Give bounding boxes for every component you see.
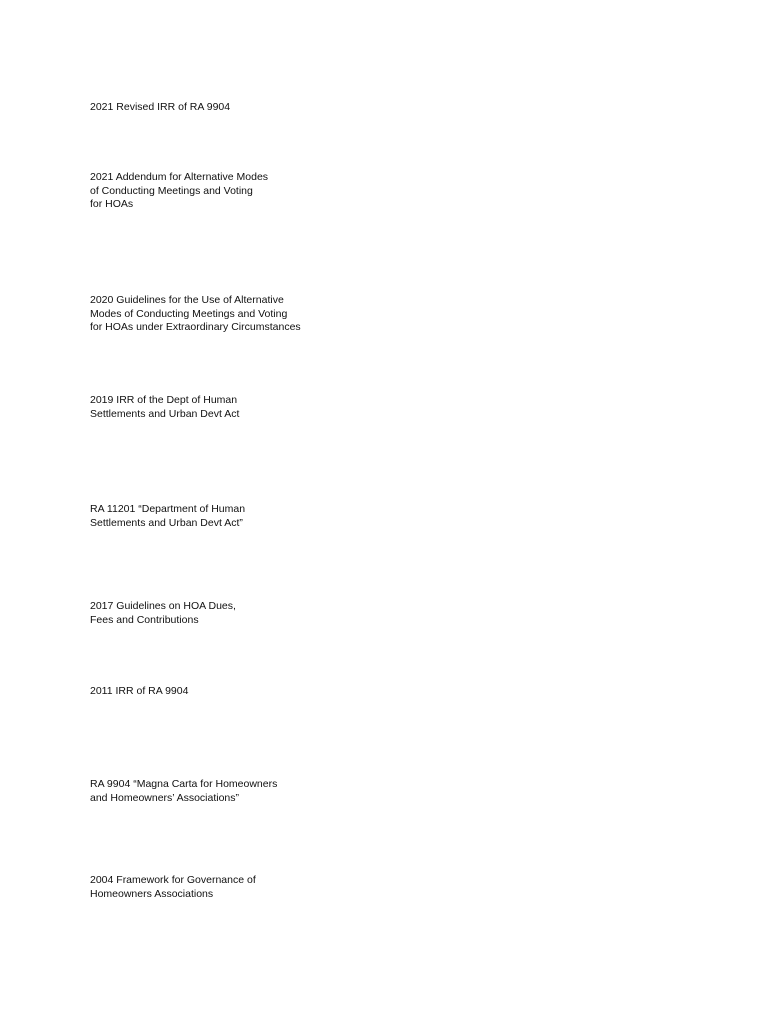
entry-line: and Homeowners’ Associations” [90, 791, 240, 804]
entry-line: 2017 Guidelines on HOA Dues, [90, 600, 236, 612]
document-entry-ra-11201 [90, 503, 410, 530]
entry-line: 2004 Framework for Governance of [90, 874, 256, 886]
entry-line: Modes of Conducting Meetings and Voting [90, 307, 288, 320]
entry-line: for HOAs [90, 198, 134, 210]
entry-line: Settlements and Urban Devt Act [90, 407, 240, 420]
document-entry-2004-framework [90, 874, 410, 901]
entry-line: Homeowners Associations [90, 887, 214, 900]
entry-line: 2021 Revised IRR of RA 9904 [90, 101, 231, 113]
entry-line: 2021 Addendum for Alternative Modes [90, 171, 269, 183]
entry-line: 2011 IRR of RA 9904 [90, 685, 189, 697]
document-entry-ra-9904 [90, 778, 410, 805]
document-entry-2021-addendum [90, 171, 410, 212]
document-entry-2020-guidelines [90, 294, 410, 335]
entry-line: for HOAs under Extraordinary Circumstances [90, 321, 301, 333]
entry-line: RA 11201 “Department of Human [90, 503, 246, 515]
entry-line: Settlements and Urban Devt Act” [90, 516, 243, 529]
entry-line: of Conducting Meetings and Voting [90, 184, 253, 197]
document-entry-2019-irr [90, 394, 410, 421]
document-entry-2017-guidelines [90, 600, 410, 627]
entry-line: 2020 Guidelines for the Use of Alternative [90, 294, 284, 306]
entry-line: Fees and Contributions [90, 613, 199, 626]
entry-line: RA 9904 “Magna Carta for Homeowners [90, 778, 278, 790]
entry-line: 2019 IRR of the Dept of Human [90, 394, 238, 406]
document-entry-2021-revised-irr [90, 101, 410, 115]
document-entry-2011-irr [90, 685, 410, 699]
